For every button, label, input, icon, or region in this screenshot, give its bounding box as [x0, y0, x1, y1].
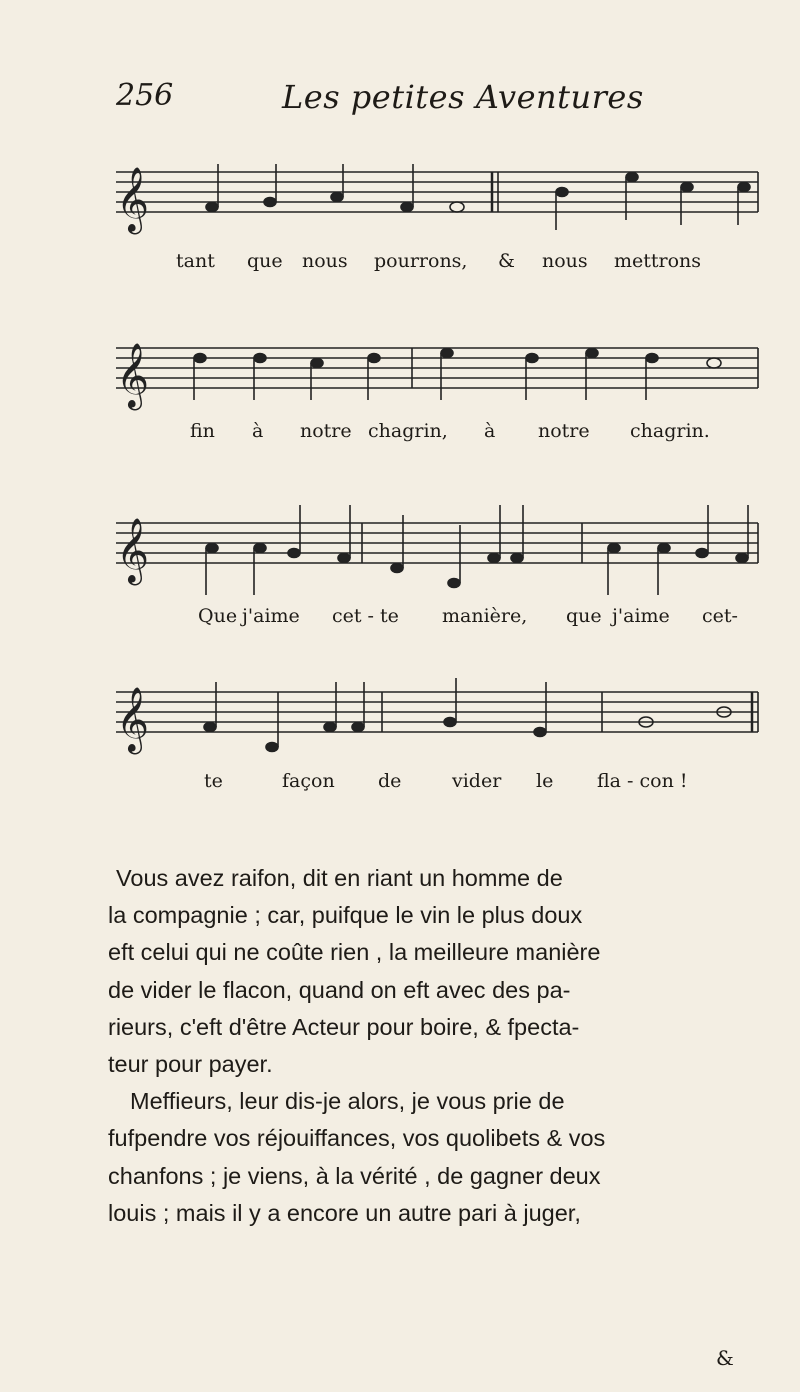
text-line: fufpendre vos réjouiffances, vos quolibets & vos	[108, 1125, 606, 1152]
music-system-4	[112, 670, 762, 800]
lyric-syllable: façon	[282, 770, 335, 792]
lyric-syllable: que	[247, 250, 283, 272]
lyric-syllable: fin	[190, 420, 215, 442]
lyric-syllable: de	[378, 770, 402, 792]
svg-text:𝄞: 𝄞	[116, 167, 150, 232]
lyric-syllable: te	[204, 770, 223, 792]
svg-text:𝄞: 𝄞	[116, 518, 150, 583]
text-line: Meffieurs, leur dis-je alors, je vous prie de	[130, 1088, 565, 1115]
music-system-2	[112, 330, 762, 450]
lyrics-line	[112, 770, 762, 800]
text-line: eft celui qui ne coûte rien , la meilleure manière	[108, 939, 601, 966]
lyric-syllable: &	[498, 250, 515, 272]
lyric-syllable: cet - te	[332, 605, 399, 627]
paragraph	[108, 1083, 748, 1232]
lyric-syllable: vider	[452, 770, 502, 792]
lyric-syllable: j'aime	[242, 605, 300, 627]
music-staff	[112, 330, 762, 420]
lyric-syllable: pourrons,	[374, 250, 468, 272]
lyric-syllable: que	[566, 605, 602, 627]
lyric-syllable: notre	[300, 420, 352, 442]
text-line: rieurs, c'eft d'être Acteur pour boire, & fpecta-	[108, 1013, 580, 1040]
paragraph	[108, 860, 748, 1083]
catchword: &	[716, 1346, 734, 1370]
lyric-syllable: à	[484, 420, 496, 442]
lyric-syllable: chagrin,	[368, 420, 448, 442]
text-line: teur pour payer.	[108, 1051, 273, 1078]
lyric-syllable: j'aime	[612, 605, 670, 627]
lyric-syllable: mettrons	[614, 250, 702, 272]
music-staff	[112, 150, 762, 250]
running-title: Les petites Aventures	[282, 78, 644, 116]
treble-clef-icon	[116, 518, 149, 585]
page-header	[0, 78, 800, 128]
music-staff	[112, 495, 762, 605]
lyric-syllable: Que	[198, 605, 238, 627]
lyric-syllable: nous	[542, 250, 588, 272]
lyric-syllable: chagrin.	[630, 420, 710, 442]
treble-clef-icon	[116, 687, 149, 754]
lyric-syllable: nous	[302, 250, 348, 272]
lyrics-line	[112, 420, 762, 450]
lyric-syllable: notre	[538, 420, 590, 442]
music-system-1	[112, 150, 762, 280]
lyric-syllable: le	[536, 770, 554, 792]
lyric-syllable: fla - con !	[597, 770, 688, 792]
treble-clef-icon	[116, 167, 149, 234]
text-line: Vous avez raifon, dit en riant un homme de	[116, 865, 563, 891]
body-text	[108, 860, 748, 1232]
lyric-syllable: cet-	[702, 605, 738, 627]
music-staff	[112, 670, 762, 770]
lyric-syllable: à	[252, 420, 264, 442]
text-line: chanfons ; je viens, à la vérité , de gagner deux	[108, 1162, 601, 1189]
text-line: de vider le flacon, quand on eft avec des pa-	[108, 976, 571, 1003]
lyrics-line	[112, 605, 762, 635]
svg-text:𝄞: 𝄞	[116, 687, 150, 752]
lyric-syllable: tant	[176, 250, 215, 272]
svg-text:𝄞: 𝄞	[116, 343, 150, 408]
lyrics-line	[112, 250, 762, 280]
lyric-syllable: manière,	[442, 605, 528, 627]
page-number: 256	[116, 78, 174, 113]
text-line: louis ; mais il y a encore un autre pari à juger,	[108, 1199, 581, 1226]
music-system-3	[112, 495, 762, 635]
text-line: la compagnie ; car, puifque le vin le plus doux	[108, 902, 583, 929]
treble-clef-icon	[116, 343, 149, 410]
